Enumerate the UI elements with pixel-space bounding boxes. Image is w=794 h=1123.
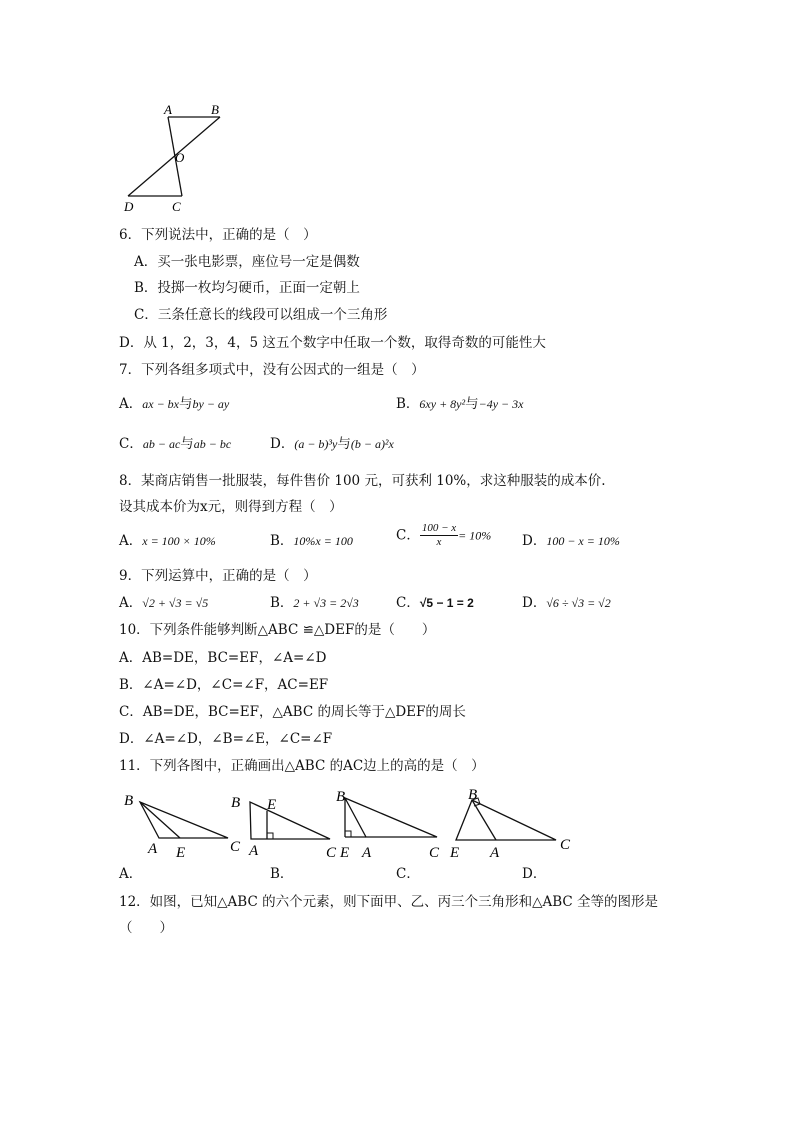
q7-c-expr1: ab − ac (142, 437, 181, 451)
q8-c-rest: = 10% (458, 528, 492, 543)
svg-text:A: A (148, 841, 158, 857)
svg-text:E: E (176, 845, 186, 861)
q7-b-expr1: 6xy + 8y² (419, 397, 466, 411)
q8-b-label: B． (270, 533, 294, 549)
label-O: O (175, 150, 185, 165)
q9-b-expr: 2 + √3 = 2√3 (293, 596, 359, 610)
q10-stem: 10．下列条件能够判断△ABC ≌△DEF的是（ ） (119, 622, 436, 638)
q6-option-b: B．投掷一枚均匀硬币，正面一定朝上 (134, 280, 360, 296)
q8-c-fraction (420, 522, 458, 549)
q9-a-label: A． (119, 595, 143, 611)
q10-option-a: A．AB=DE，BC=EF，∠A=∠D (119, 650, 327, 666)
figure-crossing-segments (120, 100, 230, 215)
q6-option-a: A．买一张电影票，座位号一定是偶数 (134, 254, 360, 270)
svg-text:B: B (468, 787, 478, 803)
q10-option-c: C．AB=DE，BC=EF，△ABC 的周长等于△DEF的周长 (119, 704, 466, 720)
q7-d-label: D． (270, 436, 295, 452)
q8-option-b (270, 532, 353, 550)
q11-option-a: A． (119, 866, 143, 882)
q8-b-expr: 10%x = 100 (293, 534, 353, 548)
q8-a-expr: x = 100 × 10% (142, 534, 216, 548)
q7-a-join: 与 (179, 396, 193, 412)
q7-a-expr1: ax − bx (142, 397, 179, 411)
q7-a-label: A． (119, 396, 143, 412)
q12-stem: 12．如图，已知△ABC 的六个元素，则下面甲、乙、丙三个三角形和△ABC 全等的图形是 (119, 894, 659, 910)
q7-option-d (270, 435, 394, 453)
q6-option-c: C．三条任意长的线段可以组成一个三角形 (134, 307, 388, 323)
q7-c-expr2: ab − bc (193, 437, 232, 451)
q8-option-d (522, 532, 620, 550)
q9-option-b (270, 594, 359, 612)
svg-text:E: E (450, 845, 460, 861)
q9-d-expr: √6 ÷ √3 = √2 (546, 596, 611, 610)
svg-text:C: C (560, 837, 571, 853)
q7-option-a (119, 395, 229, 413)
label-C: C (172, 199, 181, 214)
q11-stem: 11．下列各图中，正确画出△ABC 的AC边上的高的是（ ） (119, 758, 485, 774)
q9-option-a (119, 594, 208, 612)
q8-d-label: D． (522, 533, 547, 549)
q9-c-expr: √5 − 1 = 2 (419, 596, 474, 610)
svg-text:C: C (326, 845, 337, 861)
q8-stem-line2: 设其成本价为x元，则得到方程（ ） (119, 499, 343, 515)
q9-stem: 9．下列运算中，正确的是（ ） (119, 568, 317, 584)
label-D: D (124, 199, 134, 214)
q7-c-join: 与 (180, 436, 194, 452)
label-A: A (164, 102, 172, 117)
q11-figure-d (448, 785, 583, 865)
q8-option-a (119, 532, 216, 550)
q6-stem: 6．下列说法中，正确的是（ ） (119, 227, 317, 243)
q11-figure-c (330, 785, 455, 865)
svg-text:B: B (231, 795, 241, 811)
q11-option-c: C． (396, 866, 420, 882)
svg-text:C: C (429, 845, 440, 861)
q8-a-label: A． (119, 533, 143, 549)
q7-stem: 7．下列各组多项式中，没有公因式的一组是（ ） (119, 362, 425, 378)
svg-text:A: A (249, 843, 259, 859)
q8-option-c (396, 522, 491, 549)
q7-d-expr1: (a − b)³y (294, 437, 338, 451)
svg-text:A: A (490, 845, 500, 861)
q10-option-b: B．∠A=∠D，∠C=∠F，AC=EF (119, 677, 329, 693)
q7-d-expr2: (b − a)²x (350, 437, 394, 451)
q7-a-expr2: by − ay (192, 397, 230, 411)
q7-b-expr2: −4y − 3x (478, 397, 524, 411)
q9-a-expr: √2 + √3 = √5 (142, 596, 209, 610)
label-B: B (211, 102, 219, 117)
q12-answer-paren: （ ） (119, 920, 173, 936)
q7-option-c (119, 435, 231, 453)
q9-option-d (522, 594, 611, 612)
q6-option-d: D．从 1，2，3，4，5 这五个数字中任取一个数，取得奇数的可能性大 (119, 335, 546, 351)
q9-c-label: C． (396, 595, 420, 611)
q8-d-expr: 100 − x = 10% (546, 534, 620, 548)
svg-text:B: B (124, 793, 134, 809)
q7-b-join: 与 (465, 396, 479, 412)
svg-text:C: C (230, 839, 241, 855)
q8-c-label: C． (396, 527, 420, 544)
q8-c-denominator: x (436, 536, 442, 548)
q8-c-numerator: 100 − x (421, 522, 457, 534)
svg-text:E: E (267, 797, 277, 813)
svg-text:E: E (340, 845, 350, 861)
q9-b-label: B． (270, 595, 294, 611)
q7-option-b (396, 395, 523, 413)
q10-option-d: D．∠A=∠D，∠B=∠E，∠C=∠F (119, 731, 333, 747)
q8-stem-line1: 8．某商店销售一批服装，每件售价 100 元，可获利 10%，求这种服装的成本价. (119, 473, 606, 489)
q11-option-b: B． (270, 866, 294, 882)
q7-c-label: C． (119, 436, 143, 452)
svg-text:B: B (336, 789, 346, 805)
q7-d-join: 与 (337, 436, 351, 452)
q7-b-label: B． (396, 396, 420, 412)
svg-text:A: A (362, 845, 372, 861)
q9-d-label: D． (522, 595, 547, 611)
q9-option-c (396, 594, 474, 612)
q11-option-d: D． (522, 866, 547, 882)
segment-bd (128, 117, 220, 196)
